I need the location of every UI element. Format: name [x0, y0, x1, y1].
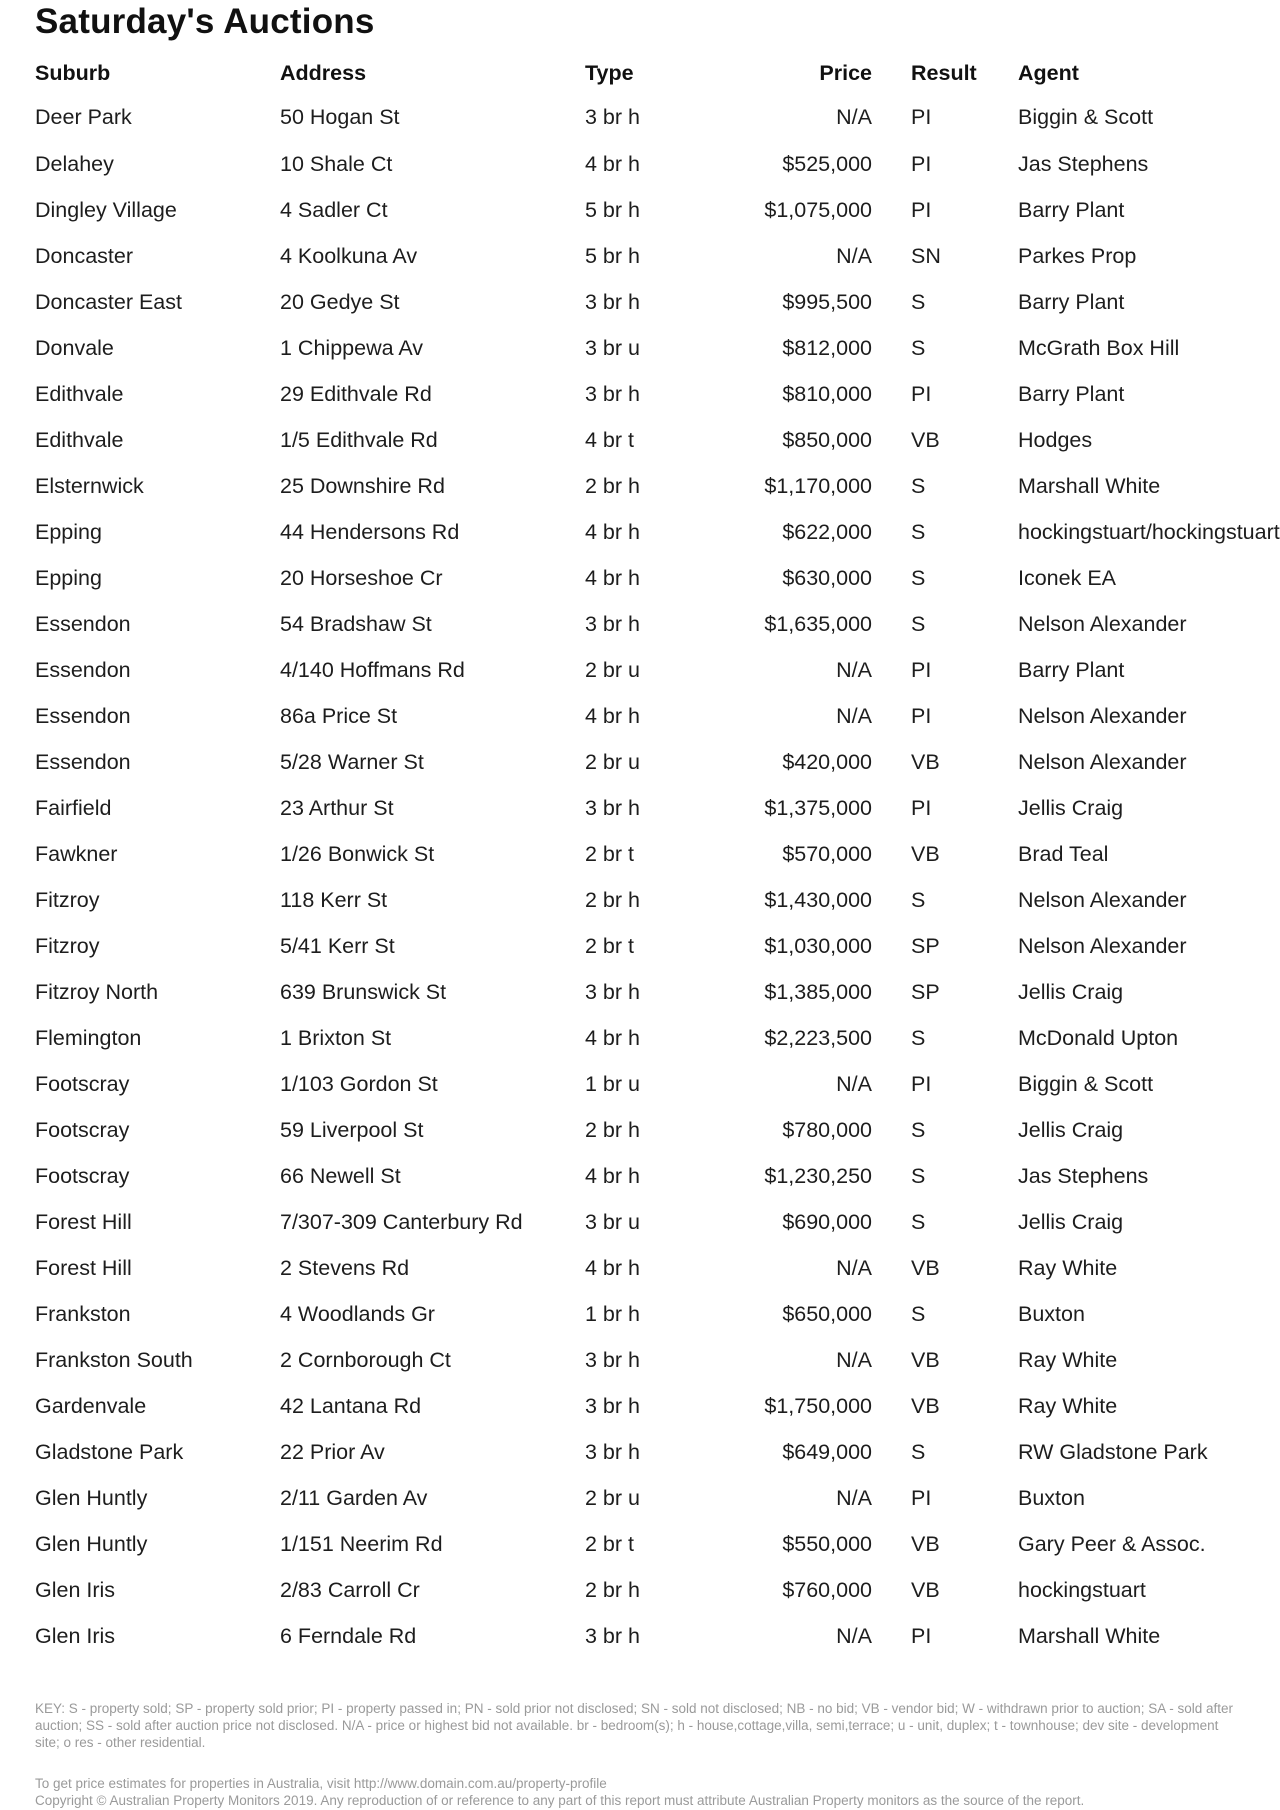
cell-address: 1 Brixton St [280, 1025, 392, 1050]
table-row [35, 601, 1260, 647]
cell-price: $650,000 [782, 1301, 872, 1326]
column-header-result: Result [911, 60, 977, 85]
table-row [35, 1429, 1260, 1475]
cell-price: $995,500 [782, 289, 872, 314]
cell-price: $1,375,000 [764, 795, 872, 820]
cell-agent: Jellis Craig [1018, 795, 1124, 820]
cell-agent: Nelson Alexander [1018, 703, 1187, 728]
table-row [35, 877, 1260, 923]
cell-agent: Brad Teal [1018, 841, 1109, 866]
cell-agent: Jellis Craig [1018, 1117, 1124, 1142]
cell-type: 5 br h [585, 197, 640, 222]
cell-spacer [872, 1153, 911, 1199]
cell-spacer [872, 555, 911, 601]
table-row [35, 1521, 1260, 1567]
cell-type: 2 br t [585, 841, 634, 866]
cell-agent: Jas Stephens [1018, 151, 1149, 176]
cell-suburb: Edithvale [35, 381, 124, 406]
cell-type: 2 br t [585, 933, 634, 958]
table-body [35, 94, 1280, 1659]
cell-suburb: Doncaster [35, 243, 133, 268]
table-row [35, 1383, 1260, 1429]
cell-address: 4 Sadler Ct [280, 197, 388, 222]
cell-result: PI [911, 105, 932, 129]
cell-type: 2 br u [585, 1485, 640, 1510]
cell-type: 3 br h [585, 979, 640, 1004]
cell-address: 25 Downshire Rd [280, 473, 445, 498]
cell-result: VB [911, 1393, 940, 1418]
cell-suburb: Fairfield [35, 795, 112, 820]
cell-price: N/A [836, 1347, 872, 1372]
cell-spacer [872, 831, 911, 877]
cell-agent: Barry Plant [1018, 657, 1125, 682]
cell-type: 3 br h [585, 105, 640, 129]
table-row [35, 325, 1260, 371]
cell-type: 5 br h [585, 243, 640, 268]
cell-result: SN [911, 243, 941, 268]
cell-address: 20 Horseshoe Cr [280, 565, 443, 590]
cell-price: $1,385,000 [764, 979, 872, 1004]
cell-price: N/A [836, 1623, 872, 1648]
cell-spacer [872, 1199, 911, 1245]
cell-price: $649,000 [782, 1439, 872, 1464]
cell-price: N/A [836, 105, 872, 129]
cell-type: 1 br h [585, 1301, 640, 1326]
cell-result: VB [911, 1255, 940, 1280]
cell-result: VB [911, 1347, 940, 1372]
cell-address: 2 Cornborough Ct [280, 1347, 451, 1372]
cell-suburb: Glen Iris [35, 1623, 116, 1648]
cell-address: 6 Ferndale Rd [280, 1623, 417, 1648]
cell-agent: McGrath Box Hill [1018, 335, 1180, 360]
cell-agent: Jellis Craig [1018, 1209, 1124, 1234]
cell-result: SP [911, 933, 940, 958]
table-row [35, 831, 1260, 877]
cell-address: 4/140 Hoffmans Rd [280, 657, 465, 682]
cell-agent: Nelson Alexander [1018, 933, 1187, 958]
cell-type: 4 br h [585, 1163, 640, 1188]
cell-agent: Ray White [1018, 1255, 1118, 1280]
cell-result: VB [911, 841, 940, 866]
cell-agent: Biggin & Scott [1018, 1071, 1154, 1096]
cell-suburb: Forest Hill [35, 1255, 132, 1280]
footer-copyright: Copyright © Australian Property Monitors 2019. Any reproduction of or reference to any part of this report must attribute Australian Property monitors as the source of the report. [35, 1793, 1085, 1808]
table-row [35, 417, 1260, 463]
cell-result: PI [911, 197, 932, 222]
cell-agent: Jas Stephens [1018, 1163, 1149, 1188]
footer-key: KEY: S - property sold; SP - property sold prior; PI - property passed in; PN - sold prior not disclosed; SN - sold not disclosed; NB - no bid; VB - vendor bid; W - withdrawn prior to auction; SA - sold after auction; SS - sold after auction price not disclosed. N/A - price or highest bid not available. br - bedroom(s); h - house,cottage,villa, semi,terrace; u - unit, duplex; t - townhouse; dev site - development site; o res - other residential. [35, 1701, 1234, 1750]
cell-address: 22 Prior Av [280, 1439, 385, 1464]
cell-suburb: Dingley Village [35, 197, 177, 222]
cell-type: 2 br h [585, 473, 640, 498]
cell-suburb: Footscray [35, 1163, 130, 1188]
cell-spacer [872, 969, 911, 1015]
table-row [35, 1475, 1260, 1521]
cell-address: 54 Bradshaw St [280, 611, 432, 636]
cell-suburb: Footscray [35, 1071, 130, 1096]
cell-result: PI [911, 1485, 932, 1510]
table-row [35, 969, 1260, 1015]
cell-result: S [911, 1301, 926, 1326]
cell-type: 3 br h [585, 795, 640, 820]
cell-result: PI [911, 381, 932, 406]
cell-spacer [872, 1613, 911, 1659]
cell-suburb: Epping [35, 565, 102, 590]
cell-address: 4 Woodlands Gr [280, 1301, 435, 1326]
cell-agent: Nelson Alexander [1018, 749, 1187, 774]
cell-address: 42 Lantana Rd [280, 1393, 422, 1418]
cell-suburb: Deer Park [35, 105, 132, 129]
cell-address: 1 Chippewa Av [280, 335, 424, 360]
cell-suburb: Fitzroy North [35, 979, 159, 1004]
cell-price: $690,000 [782, 1209, 872, 1234]
cell-address: 639 Brunswick St [280, 979, 447, 1004]
cell-spacer [872, 141, 911, 187]
cell-spacer [872, 1245, 911, 1291]
cell-suburb: Glen Huntly [35, 1485, 148, 1510]
cell-price: $812,000 [782, 335, 872, 360]
cell-price: $810,000 [782, 381, 872, 406]
cell-address: 66 Newell St [280, 1163, 401, 1188]
cell-suburb: Footscray [35, 1117, 130, 1142]
cell-address: 44 Hendersons Rd [280, 519, 460, 544]
cell-type: 3 br h [585, 381, 640, 406]
cell-spacer [872, 94, 911, 141]
cell-spacer [872, 877, 911, 923]
cell-suburb: Fitzroy [35, 933, 100, 958]
cell-agent: Nelson Alexander [1018, 611, 1187, 636]
cell-type: 4 br h [585, 151, 640, 176]
cell-address: 23 Arthur St [280, 795, 394, 820]
cell-result: VB [911, 1531, 940, 1556]
cell-address: 7/307-309 Canterbury Rd [280, 1209, 523, 1234]
cell-agent: Barry Plant [1018, 381, 1125, 406]
cell-suburb: Essendon [35, 657, 131, 682]
cell-suburb: Edithvale [35, 427, 124, 452]
table-row [35, 371, 1260, 417]
cell-address: 1/151 Neerim Rd [280, 1531, 443, 1556]
table-row [35, 233, 1260, 279]
cell-type: 2 br t [585, 1531, 634, 1556]
cell-address: 10 Shale Ct [280, 151, 393, 176]
cell-address: 2/83 Carroll Cr [280, 1577, 420, 1602]
cell-spacer [872, 693, 911, 739]
cell-address: 118 Kerr St [280, 887, 388, 912]
page-title: Saturday's Auctions [35, 2, 375, 41]
cell-price: N/A [836, 243, 872, 268]
cell-price: $1,170,000 [764, 473, 872, 498]
cell-price: N/A [836, 1255, 872, 1280]
cell-agent: Gary Peer & Assoc. [1018, 1531, 1206, 1556]
cell-type: 3 br u [585, 1209, 640, 1234]
footer-estimates-note: To get price estimates for properties in Australia, visit http://www.domain.com.au/property-profile [35, 1776, 607, 1791]
cell-result: S [911, 1117, 926, 1142]
column-header-suburb: Suburb [35, 60, 111, 85]
cell-result: S [911, 335, 926, 360]
table-row [35, 1015, 1260, 1061]
cell-suburb: Essendon [35, 703, 131, 728]
cell-agent: Barry Plant [1018, 197, 1125, 222]
cell-price: $420,000 [782, 749, 872, 774]
cell-address: 59 Liverpool St [280, 1117, 424, 1142]
cell-type: 3 br h [585, 611, 640, 636]
cell-address: 5/41 Kerr St [280, 933, 395, 958]
cell-spacer [872, 647, 911, 693]
column-header-type: Type [585, 60, 634, 85]
cell-suburb: Epping [35, 519, 102, 544]
cell-type: 4 br h [585, 703, 640, 728]
cell-result: PI [911, 657, 932, 682]
cell-suburb: Doncaster East [35, 289, 182, 314]
cell-price: $622,000 [782, 519, 872, 544]
cell-address: 2/11 Garden Av [280, 1485, 428, 1510]
cell-agent: Parkes Prop [1018, 243, 1137, 268]
table-row [35, 1199, 1260, 1245]
cell-spacer [872, 325, 911, 371]
cell-suburb: Flemington [35, 1025, 142, 1050]
cell-agent: Marshall White [1018, 1623, 1161, 1648]
cell-spacer [872, 601, 911, 647]
cell-price: $780,000 [782, 1117, 872, 1142]
column-header-agent: Agent [1018, 60, 1079, 85]
cell-suburb: Glen Huntly [35, 1531, 148, 1556]
cell-agent: Hodges [1018, 427, 1093, 452]
table-row [35, 693, 1260, 739]
cell-suburb: Glen Iris [35, 1577, 116, 1602]
cell-suburb: Fawkner [35, 841, 118, 866]
table-row [35, 1291, 1260, 1337]
cell-price: N/A [836, 703, 872, 728]
cell-suburb: Fitzroy [35, 887, 100, 912]
cell-type: 2 br h [585, 887, 640, 912]
cell-result: PI [911, 1623, 932, 1648]
cell-price: N/A [836, 657, 872, 682]
cell-spacer [872, 1337, 911, 1383]
table-row [35, 509, 1260, 555]
table-row [35, 555, 1260, 601]
table-row [35, 1613, 1260, 1659]
table-row [35, 1061, 1260, 1107]
cell-spacer [872, 187, 911, 233]
cell-address: 2 Stevens Rd [280, 1255, 410, 1280]
cell-result: S [911, 473, 926, 498]
cell-spacer [872, 463, 911, 509]
cell-price: $760,000 [782, 1577, 872, 1602]
cell-price: $1,430,000 [764, 887, 872, 912]
cell-suburb: Delahey [35, 151, 114, 176]
table-row [35, 187, 1260, 233]
cell-result: PI [911, 703, 932, 728]
cell-result: S [911, 1209, 926, 1234]
cell-type: 3 br h [585, 289, 640, 314]
cell-suburb: Gladstone Park [35, 1439, 184, 1464]
cell-address: 20 Gedye St [280, 289, 400, 314]
cell-type: 3 br h [585, 1623, 640, 1648]
cell-result: S [911, 1439, 926, 1464]
cell-address: 50 Hogan St [280, 105, 400, 129]
cell-result: S [911, 1163, 926, 1188]
cell-type: 4 br h [585, 1025, 640, 1050]
cell-type: 2 br h [585, 1117, 640, 1142]
cell-spacer [872, 279, 911, 325]
cell-price: $2,223,500 [764, 1025, 872, 1050]
cell-spacer [872, 1429, 911, 1475]
table-row [35, 1567, 1260, 1613]
cell-result: VB [911, 427, 940, 452]
cell-type: 3 br h [585, 1393, 640, 1418]
cell-agent: Jellis Craig [1018, 979, 1124, 1004]
table-row [35, 141, 1260, 187]
cell-price: $850,000 [782, 427, 872, 452]
cell-agent: Marshall White [1018, 473, 1161, 498]
cell-spacer [872, 1383, 911, 1429]
column-header-price: Price [819, 60, 872, 85]
cell-type: 4 br h [585, 519, 640, 544]
cell-spacer [872, 923, 911, 969]
cell-price: $1,030,000 [764, 933, 872, 958]
cell-type: 3 br h [585, 1439, 640, 1464]
cell-spacer [872, 1061, 911, 1107]
cell-spacer [872, 1107, 911, 1153]
cell-spacer [872, 509, 911, 555]
cell-spacer [872, 233, 911, 279]
table-row [35, 1107, 1260, 1153]
cell-agent: Buxton [1018, 1301, 1085, 1326]
cell-result: S [911, 887, 926, 912]
column-spacer [872, 52, 911, 94]
cell-type: 3 br u [585, 335, 640, 360]
cell-agent: hockingstuart [1018, 1577, 1146, 1602]
cell-spacer [872, 417, 911, 463]
cell-type: 1 br u [585, 1071, 640, 1096]
cell-type: 4 br t [585, 427, 634, 452]
cell-suburb: Essendon [35, 749, 131, 774]
table-row [35, 279, 1260, 325]
column-header-address: Address [280, 60, 367, 85]
cell-address: 86a Price St [280, 703, 398, 728]
cell-agent: Barry Plant [1018, 289, 1125, 314]
cell-type: 2 br u [585, 657, 640, 682]
cell-result: S [911, 1025, 926, 1050]
cell-price: $550,000 [782, 1531, 872, 1556]
cell-address: 4 Koolkuna Av [280, 243, 418, 268]
cell-agent: Ray White [1018, 1347, 1118, 1372]
cell-price: $1,230,250 [764, 1163, 872, 1188]
cell-suburb: Frankston [35, 1301, 131, 1326]
cell-suburb: Frankston South [35, 1347, 193, 1372]
cell-spacer [872, 1567, 911, 1613]
cell-agent: RW Gladstone Park [1018, 1439, 1208, 1464]
cell-suburb: Forest Hill [35, 1209, 132, 1234]
cell-address: 5/28 Warner St [280, 749, 424, 774]
cell-address: 1/5 Edithvale Rd [280, 427, 438, 452]
cell-price: N/A [836, 1071, 872, 1096]
cell-spacer [872, 1015, 911, 1061]
cell-agent: Nelson Alexander [1018, 887, 1187, 912]
cell-price: $1,075,000 [764, 197, 872, 222]
table-row [35, 647, 1260, 693]
cell-result: VB [911, 749, 940, 774]
cell-price: $525,000 [782, 151, 872, 176]
table-row [35, 739, 1260, 785]
cell-agent: Biggin & Scott [1018, 105, 1154, 129]
cell-agent: hockingstuart/hockingstuart [1018, 519, 1280, 544]
cell-price: $1,750,000 [764, 1393, 872, 1418]
cell-suburb: Elsternwick [35, 473, 144, 498]
cell-spacer [872, 371, 911, 417]
cell-spacer [872, 1521, 911, 1567]
cell-agent: Ray White [1018, 1393, 1118, 1418]
cell-spacer [872, 1475, 911, 1521]
cell-type: 2 br u [585, 749, 640, 774]
cell-result: VB [911, 1577, 940, 1602]
cell-spacer [872, 1291, 911, 1337]
cell-agent: Buxton [1018, 1485, 1085, 1510]
table-row [35, 1337, 1260, 1383]
cell-result: S [911, 565, 926, 590]
table-row [35, 1245, 1260, 1291]
cell-type: 3 br h [585, 1347, 640, 1372]
cell-result: SP [911, 979, 940, 1004]
cell-suburb: Essendon [35, 611, 131, 636]
cell-price: $630,000 [782, 565, 872, 590]
cell-type: 2 br h [585, 1577, 640, 1602]
cell-type: 4 br h [585, 565, 640, 590]
cell-result: S [911, 611, 926, 636]
table-row [35, 463, 1260, 509]
cell-agent: McDonald Upton [1018, 1025, 1179, 1050]
cell-price: N/A [836, 1485, 872, 1510]
cell-address: 1/103 Gordon St [280, 1071, 438, 1096]
cell-result: PI [911, 151, 932, 176]
table-row [35, 1153, 1260, 1199]
cell-agent: Iconek EA [1018, 565, 1116, 590]
cell-price: $1,635,000 [764, 611, 872, 636]
table-row [35, 785, 1260, 831]
cell-spacer [872, 785, 911, 831]
cell-price: $570,000 [782, 841, 872, 866]
cell-spacer [872, 739, 911, 785]
cell-suburb: Gardenvale [35, 1393, 147, 1418]
table-row [35, 923, 1260, 969]
cell-address: 1/26 Bonwick St [280, 841, 435, 866]
cell-result: PI [911, 1071, 932, 1096]
auction-results-table [35, 52, 1280, 1659]
cell-suburb: Donvale [35, 335, 114, 360]
table-header-row [35, 52, 1260, 94]
cell-result: PI [911, 795, 932, 820]
cell-type: 4 br h [585, 1255, 640, 1280]
cell-result: S [911, 289, 926, 314]
cell-result: S [911, 519, 926, 544]
cell-address: 29 Edithvale Rd [280, 381, 432, 406]
table-row [35, 94, 1260, 141]
